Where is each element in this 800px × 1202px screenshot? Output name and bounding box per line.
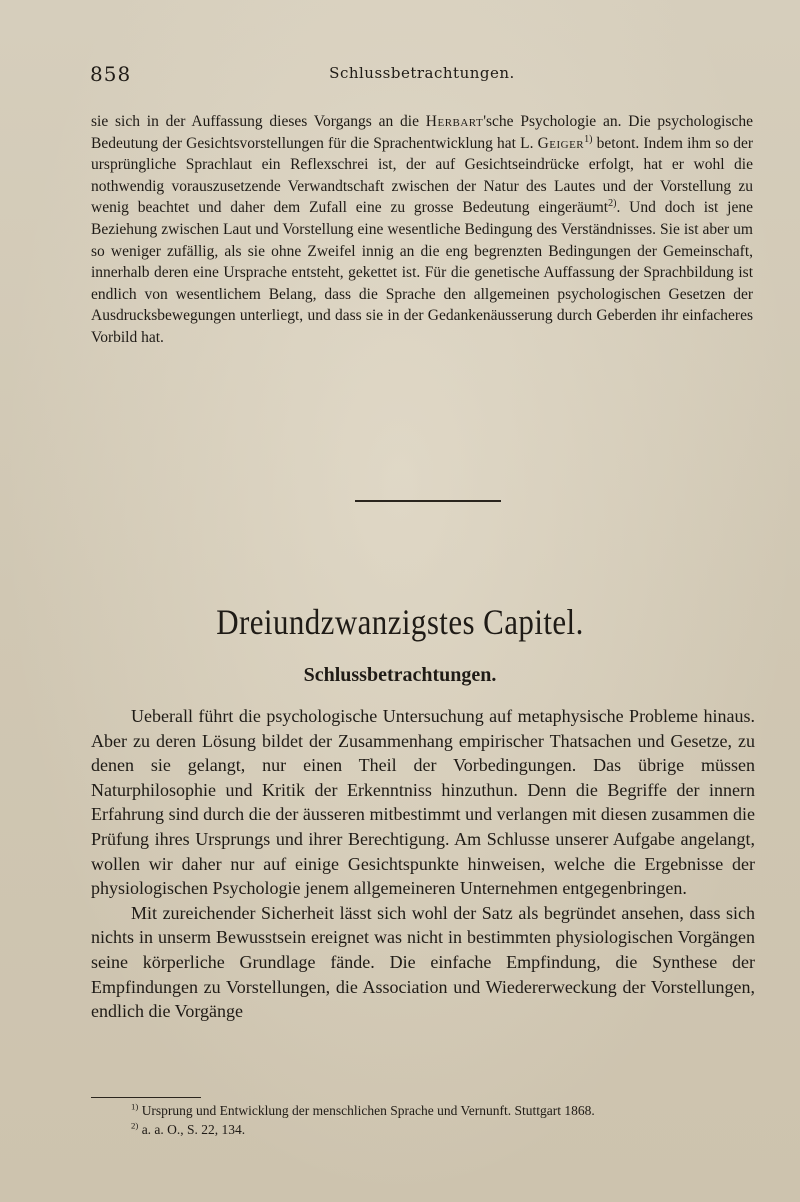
chapter-body — [91, 704, 755, 1024]
name-herbart: Herbart — [425, 113, 484, 130]
footnote-mark-1: 1) — [131, 1101, 139, 1112]
section-divider — [355, 500, 501, 502]
upper-paragraph — [91, 111, 753, 349]
upper-text-4: . Und doch ist jene Beziehung zwischen Laut und Vorstellung eine wesentliche Bedingung des Verständnisses. Sie ist aber um so weniger zufällig, als sie ohne Zweifel innig an die eng begrenzten Bedingungen der Gemeinschaft, innerhalb deren eine Ursprache entsteht, gekettet ist. Für die genetische Auffassung der Sprachbildung ist endlich von wesentlichem Belang, dass die Sprache den allgemeinen psychologischen Gesetzen der Ausdrucksbewegungen unterliegt, und dass sie in der Gedankenäusserung durch Geberden ihr einfacheres Vorbild hat. — [91, 199, 753, 346]
footnote-text-2: a. a. O., S. 22, 134. — [138, 1121, 246, 1137]
running-head: Schlussbetrachtungen. — [329, 64, 515, 82]
footnote-1 — [91, 1102, 755, 1121]
chapter-title: Dreiundzwanzigstes Capitel. — [216, 602, 584, 642]
upper-text-2: 'sche Psychologie an. Die psychologische Bedeutung der Gesichtsvorstellungen für die Sprachentwicklung hat L. — [91, 113, 754, 152]
page-header — [90, 62, 754, 90]
name-geiger: Geiger — [537, 134, 585, 152]
footnote-ref-2: 2) — [608, 198, 617, 210]
footnotes — [91, 1102, 755, 1139]
footnote-rule — [91, 1097, 201, 1098]
page-number: 858 — [90, 62, 132, 86]
upper-text-1: sie sich in der Auffassung dieses Vorgangs an die — [91, 113, 426, 130]
footnote-mark-2: 2) — [131, 1120, 139, 1130]
footnote-ref-1: 1) — [584, 133, 593, 145]
footnote-2 — [91, 1121, 755, 1140]
upper-text-3: betont. Indem ihm so der ursprüngliche Sprachlaut ein Reflexschrei ist, der auf Gesichtseindrücke erfolgt, hat er wohl die nothwendig vorauszusetzende Verwandtschaft zwischen der Natur des Lautes und der Vorstellung zu wenig beachtet und daher dem Zufall eine zu grosse Bedeutung eingeräumt — [91, 134, 753, 217]
body-paragraph-1: Ueberall führt die psychologische Untersuchung auf metaphysische Probleme hinaus. Aber zu deren Lösung bildet der Zusammenhang empirischer Thatsachen und Gesetze, zu denen sie gelangt, nur einen Theil der Vorbedingungen. Das übrige müssen Naturphilosophie und Kritik der Erkenntniss hinzuthun. Denn die Begriffe der innern Erfahrung sind durch die der äusseren mitbestimmt und verlangen mit diesen zusammen die Prüfung ihres Ursprungs und ihrer Berechtigung. Am Schlusse unserer Aufgabe angelangt, wollen wir daher nur auf einige Gesichtspunkte hinweisen, welche die Ergebnisse der physiologischen Psychologie jenem allgemeineren Unternehmen entgegenbringen. — [91, 706, 755, 899]
footnote-text-1: Ursprung und Entwicklung der menschlichen Sprache und Vernunft. Stuttgart 1868. — [138, 1103, 595, 1118]
body-paragraph-2: Mit zureichender Sicherheit lässt sich wohl der Satz als begründet ansehen, dass sich nichts in unserm Bewusstsein ereignet was nicht in bestimmten physiologischen Vorgängen seine körperliche Grundlage fände. Die einfache Empfindung, die Synthese der Empfindungen zu Vorstellungen, die Association und Wiedererweckung der Vorstellungen, endlich die Vorgänge — [91, 902, 755, 1022]
section-title: Schlussbetrachtungen. — [303, 664, 497, 686]
